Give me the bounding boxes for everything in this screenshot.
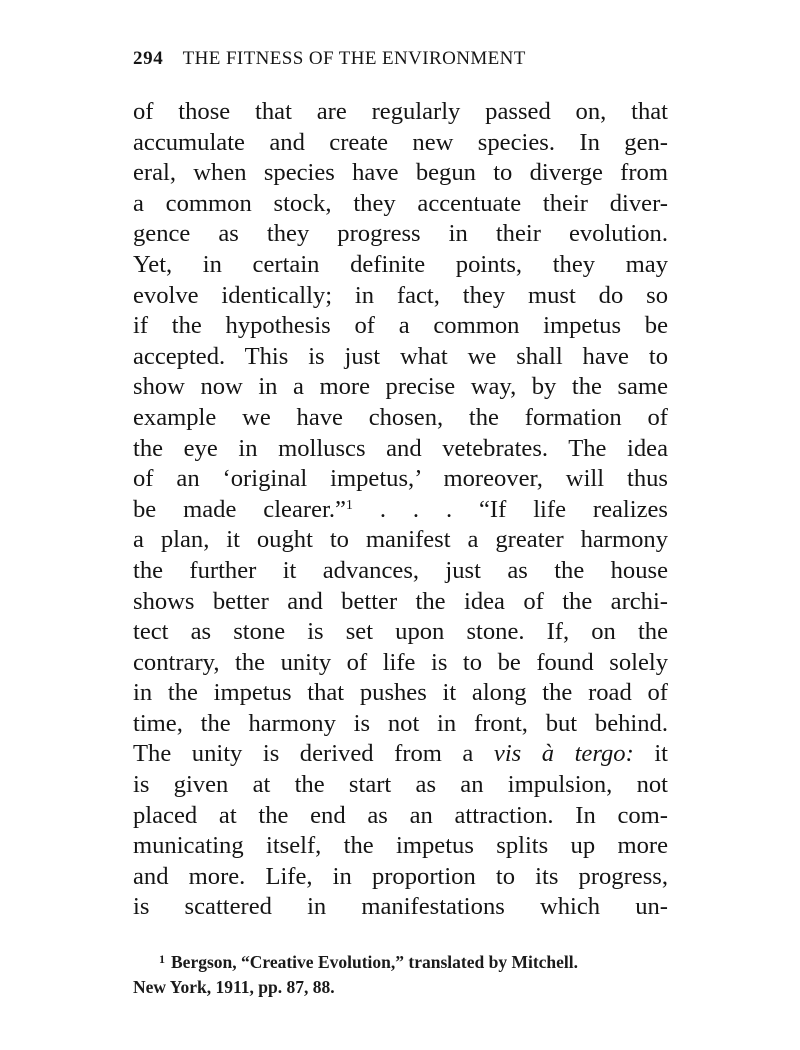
page-number: 294 (133, 48, 164, 69)
text-segment: it (654, 740, 669, 768)
text-line: gence as they progress in their evolution. (133, 220, 668, 248)
text-line: example we have chosen, the formation of (133, 403, 668, 431)
text-line: time, the harmony is not in front, but behind. (133, 709, 668, 737)
text-line: is given at the start as an impulsion, not (133, 771, 668, 799)
running-title: THE FITNESS OF THE ENVIRONMENT (182, 48, 526, 69)
text-line: shows better and better the idea of the archi- (133, 587, 668, 615)
text-line: is scattered in manifestations which un- (133, 893, 668, 921)
footnote-line (133, 947, 668, 975)
text-line: eral, when species have begun to diverge from (133, 159, 668, 187)
text-line: the eye in molluscs and vetebrates. The idea (133, 434, 668, 462)
text-line: of an ‘original impetus,’ moreover, will thus (133, 465, 668, 493)
running-head (133, 48, 673, 78)
text-line: accepted. This is just what we shall have to (133, 342, 668, 370)
text-line: if the hypothesis of a common impetus be (133, 312, 668, 340)
text-segment: be made clearer.” (133, 495, 346, 523)
body-text (133, 97, 668, 923)
footnote-reference: 1 (345, 497, 353, 513)
text-line: accumulate and create new species. In gen- (133, 128, 668, 156)
text-line: placed at the end as an attraction. In com- (133, 801, 668, 829)
text-line: a plan, it ought to manifest a greater harmony (133, 526, 668, 554)
text-line: contrary, the unity of life is to be found solely (133, 648, 668, 676)
footnote-text: Bergson, “Creative Evolution,” translated by Mitchell. (171, 952, 579, 972)
text-line: municating itself, the impetus splits up more (133, 832, 668, 860)
text-line: and more. Life, in proportion to its progress, (133, 862, 668, 890)
footnote-line: New York, 1911, pp. 87, 88. (133, 977, 335, 997)
text-line: tect as stone is set upon stone. If, on the (133, 618, 668, 646)
text-line-with-footnote-ref (133, 495, 668, 526)
text-line: a common stock, they accentuate their diver- (133, 189, 668, 217)
text-segment: . . . “If life realizes (379, 495, 668, 523)
text-line: the further it advances, just as the house (133, 556, 668, 584)
text-line: of those that are regularly passed on, that (133, 98, 668, 125)
text-line: in the impetus that pushes it along the road of (133, 679, 668, 707)
italic-phrase: vis à tergo: (493, 740, 634, 768)
text-segment: The unity is derived from a (133, 740, 474, 768)
text-line: evolve identically; in fact, they must do so (133, 281, 668, 309)
text-line-with-italic (133, 739, 668, 770)
text-line: show now in a more precise way, by the same (133, 373, 668, 401)
text-line: Yet, in certain definite points, they may (133, 250, 668, 278)
footnote (133, 947, 668, 1000)
footnote-mark: 1 (159, 952, 165, 966)
